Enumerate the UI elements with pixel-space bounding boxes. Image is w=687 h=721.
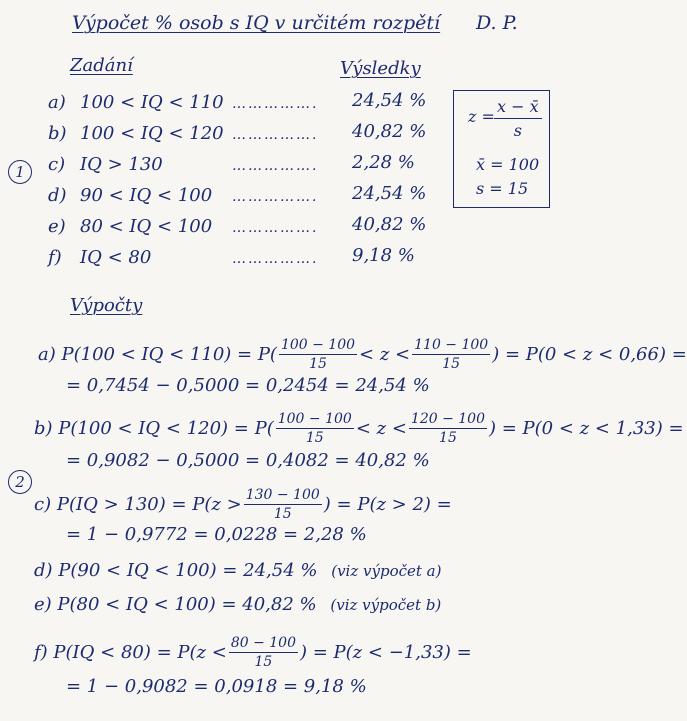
task-d-expr: 90 < IQ < 100 — [80, 185, 213, 206]
calc-c-label: c) — [34, 494, 52, 515]
calc-d-label: d) — [34, 560, 53, 581]
calc-a-frac1 — [279, 338, 357, 371]
task-a-result: 24,54 % — [352, 90, 427, 111]
z-formula-lhs: z = — [468, 107, 495, 126]
calc-b-mid: < z < — [355, 418, 407, 439]
calc-b-frac2-den: 15 — [439, 430, 457, 446]
calc-f-frac1-den: 15 — [254, 654, 273, 670]
calc-a-mid: < z < — [359, 344, 411, 365]
task-c-dots: ……………. — [232, 158, 319, 174]
z-formula-denominator: s — [513, 121, 522, 140]
calc-d-line — [34, 560, 441, 581]
calc-b-frac1 — [276, 412, 354, 445]
calc-a-line2: = 0,7454 − 0,5000 = 0,2454 = 24,54 % — [66, 375, 430, 396]
calc-a-label: a) — [38, 344, 56, 365]
calc-b-line1 — [34, 412, 684, 445]
task-b-label: b) — [48, 123, 67, 144]
task-b-result: 40,82 % — [352, 121, 427, 142]
calc-marker-2: 2 — [8, 470, 32, 494]
task-b-expr: 100 < IQ < 120 — [80, 123, 224, 144]
calc-c-frac1 — [244, 488, 322, 521]
task-c-result: 2,28 % — [352, 152, 415, 173]
calc-b-post: ) = P(0 < z < 1,33) = — [488, 418, 684, 439]
page-title: Výpočet % osob s IQ v určitém rozpětí — [72, 12, 441, 34]
calc-f-frac1 — [229, 636, 298, 669]
z-formula-fraction — [494, 97, 542, 140]
calc-b-line2: = 0,9082 − 0,5000 = 0,4082 = 40,82 % — [66, 450, 430, 471]
author-initials: D. P. — [476, 12, 518, 34]
calc-f-post: ) = P(z < −1,33) = — [300, 642, 472, 663]
calc-c-line1 — [34, 488, 452, 521]
calc-d-text: P(90 < IQ < 100) = 24,54 % — [58, 560, 318, 581]
task-f-label: f) — [48, 247, 62, 268]
z-formula-numerator: x − x̄ — [494, 97, 542, 119]
task-d-result: 24,54 % — [352, 183, 427, 204]
task-e-result: 40,82 % — [352, 214, 427, 235]
calc-e-text: P(80 < IQ < 100) = 40,82 % — [57, 594, 317, 615]
calc-e-line — [34, 594, 441, 615]
calc-a-frac2-den: 15 — [442, 356, 461, 372]
calc-c-line2: = 1 − 0,9772 = 0,0228 = 2,28 % — [66, 524, 367, 545]
task-c-expr: IQ > 130 — [80, 154, 163, 175]
calc-a-frac2-num: 110 − 100 — [414, 337, 489, 353]
calc-b-frac2 — [409, 412, 487, 445]
calc-d-note: (viz výpočet a) — [331, 562, 442, 580]
calc-b-label: b) — [34, 418, 53, 439]
mean-value: x̄ = 100 — [476, 155, 540, 174]
task-b-dots: ……………. — [232, 127, 319, 143]
calc-b-frac2-num: 120 − 100 — [410, 411, 485, 427]
calc-f-label: f) — [34, 642, 48, 663]
task-e-label: e) — [48, 216, 66, 237]
calc-f-pre: P(IQ < 80) = P(z < — [53, 642, 227, 663]
task-a-dots: ……………. — [232, 96, 319, 112]
vysledky-heading: Výsledky — [340, 58, 421, 79]
formula-box — [453, 90, 550, 208]
calc-a-pre: P(100 < IQ < 110) = P( — [61, 344, 277, 365]
task-d-label: d) — [48, 185, 67, 206]
calc-e-label: e) — [34, 594, 52, 615]
vypocty-heading: Výpočty — [70, 295, 143, 316]
calc-f-line1 — [34, 636, 472, 669]
calc-a-frac2 — [412, 338, 490, 371]
zadani-heading: Zadání — [70, 55, 133, 76]
task-f-result: 9,18 % — [352, 245, 415, 266]
task-a-label: a) — [48, 92, 66, 113]
task-d-dots: ……………. — [232, 189, 319, 205]
calc-e-note: (viz výpočet b) — [330, 596, 442, 614]
task-marker-1: 1 — [8, 160, 32, 184]
calc-c-post: ) = P(z > 2) = — [323, 494, 452, 515]
calc-c-frac1-num: 130 − 100 — [245, 487, 320, 503]
calc-f-frac1-num: 80 − 100 — [230, 635, 296, 651]
calc-a-frac1-den: 15 — [309, 356, 327, 372]
calc-b-pre: P(100 < IQ < 120) = P( — [58, 418, 274, 439]
calc-a-post: ) = P(0 < z < 0,66) = — [492, 344, 687, 365]
task-f-expr: IQ < 80 — [80, 247, 152, 268]
calc-a-frac1-num: 100 − 100 — [280, 337, 356, 353]
task-e-dots: ……………. — [232, 220, 319, 236]
calc-a-line1 — [38, 338, 687, 371]
task-a-expr: 100 < IQ < 110 — [80, 92, 224, 113]
calc-b-frac1-num: 100 − 100 — [277, 411, 352, 427]
calc-b-frac1-den: 15 — [305, 430, 324, 446]
calc-f-line2: = 1 − 0,9082 = 0,0918 = 9,18 % — [66, 676, 367, 697]
calc-c-pre: P(IQ > 130) = P(z > — [56, 494, 242, 515]
task-f-dots: ……………. — [232, 251, 319, 267]
task-c-label: c) — [48, 154, 66, 175]
sd-value: s = 15 — [476, 179, 529, 198]
task-e-expr: 80 < IQ < 100 — [80, 216, 213, 237]
calc-c-frac1-den: 15 — [273, 506, 292, 522]
